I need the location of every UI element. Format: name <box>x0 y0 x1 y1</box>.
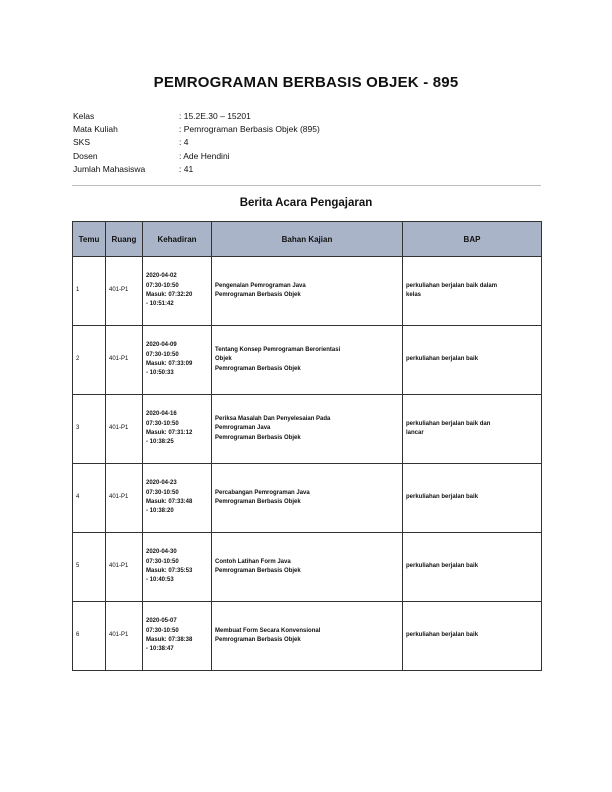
attendance-date: 2020-04-23 <box>146 480 177 487</box>
info-value: : 41 <box>179 163 194 174</box>
table-row <box>73 602 542 671</box>
info-value: : 4 <box>179 137 189 148</box>
header-kehadiran: Kehadiran <box>143 222 212 257</box>
info-label: Mata Kuliah <box>73 124 118 135</box>
attendance-date: 2020-05-07 <box>146 618 177 625</box>
cell-bap <box>403 464 542 533</box>
course-info <box>73 110 320 176</box>
info-label: Jumlah Mahasiswa <box>73 163 146 174</box>
topic-line: Membuat Form Secara Konvensional <box>215 627 321 634</box>
cell-kehadiran <box>143 533 212 602</box>
bap-line: lancar <box>406 430 424 436</box>
cell-bap <box>403 257 542 326</box>
attendance-time: 07:30-10:50 <box>146 420 179 427</box>
section-divider <box>72 185 541 186</box>
topic-line: Tentang Konsep Pemrograman Berorientasi <box>215 346 341 353</box>
info-value: : 15.2E.30 – 15201 <box>179 111 251 121</box>
info-row-dosen <box>73 150 320 163</box>
topic-line: Pemrograman Berbasis Objek <box>215 499 301 505</box>
cell-bap <box>403 326 542 395</box>
topic-line: Pemrograman Berbasis Objek <box>215 434 301 441</box>
info-row-sks <box>73 136 320 149</box>
info-label: Kelas <box>73 111 95 121</box>
bap-table <box>72 221 542 671</box>
cell-temu: 1 <box>73 257 106 326</box>
table-row <box>73 395 542 464</box>
topic-line: Objek <box>215 356 232 363</box>
topic-line: Pemrograman Berbasis Objek <box>215 637 301 643</box>
topic-line: Contoh Latihan Form Java <box>215 558 291 565</box>
topic-line: Pemrograman Java <box>215 425 271 432</box>
cell-bap <box>403 602 542 671</box>
attendance-out: - 10:38:25 <box>146 439 174 446</box>
cell-kehadiran <box>143 257 212 326</box>
cell-temu: 4 <box>73 464 106 533</box>
attendance-time: 07:30-10:50 <box>146 627 179 634</box>
cell-bahan-kajian <box>212 257 403 326</box>
cell-kehadiran <box>143 326 212 395</box>
bap-line: perkuliahan berjalan baik dalam <box>406 282 498 289</box>
topic-line: Pengenalan Pemrograman Java <box>215 282 306 289</box>
attendance-out: - 10:50:33 <box>146 370 174 377</box>
attendance-out: - 10:51:42 <box>146 301 174 308</box>
table-row <box>73 464 542 533</box>
info-value: : Ade Hendini <box>179 150 230 161</box>
cell-kehadiran <box>143 395 212 464</box>
bap-line: perkuliahan berjalan baik <box>406 494 479 501</box>
table-row <box>73 257 542 326</box>
table-header-row <box>73 222 542 257</box>
info-value: : Pemrograman Berbasis Objek (895) <box>179 124 320 135</box>
topic-line: Pemrograman Berbasis Objek <box>215 568 301 574</box>
header-ruang: Ruang <box>106 222 143 257</box>
attendance-in: Masuk: 07:35:53 <box>146 568 193 574</box>
attendance-in: Masuk: 07:33:48 <box>146 499 193 505</box>
table-row <box>73 326 542 395</box>
cell-ruang: 401-P1 <box>106 602 143 671</box>
attendance-in: Masuk: 07:33:09 <box>146 361 193 367</box>
cell-temu: 2 <box>73 326 106 395</box>
info-row-kelas <box>73 110 320 123</box>
cell-bap <box>403 395 542 464</box>
cell-bahan-kajian <box>212 602 403 671</box>
table-row <box>73 533 542 602</box>
topic-line: Periksa Masalah Dan Penyelesaian Pada <box>215 415 331 422</box>
attendance-time: 07:30-10:50 <box>146 282 179 289</box>
bap-line: perkuliahan berjalan baik dan <box>406 420 491 427</box>
info-label: Dosen <box>73 150 98 161</box>
attendance-in: Masuk: 07:32:20 <box>146 292 193 298</box>
cell-bahan-kajian <box>212 395 403 464</box>
attendance-time: 07:30-10:50 <box>146 489 179 496</box>
cell-temu: 5 <box>73 533 106 602</box>
cell-bahan-kajian <box>212 464 403 533</box>
attendance-out: - 10:38:20 <box>146 508 174 515</box>
info-row-mata-kuliah <box>73 123 320 136</box>
attendance-in: Masuk: 07:31:12 <box>146 430 193 436</box>
cell-bap <box>403 533 542 602</box>
header-bahan-kajian: Bahan Kajian <box>212 222 403 257</box>
document-title: PEMROGRAMAN BERBASIS OBJEK - 895 <box>153 74 459 91</box>
header-bap: BAP <box>403 222 542 257</box>
attendance-out: - 10:38:47 <box>146 646 174 653</box>
bap-line: perkuliahan berjalan baik <box>406 356 479 363</box>
attendance-time: 07:30-10:50 <box>146 351 179 358</box>
info-row-jumlah-mahasiswa <box>73 163 320 176</box>
section-title: Berita Acara Pengajaran <box>239 197 373 209</box>
attendance-time: 07:30-10:50 <box>146 558 179 565</box>
cell-ruang: 401-P1 <box>106 257 143 326</box>
topic-line: Pemrograman Berbasis Objek <box>215 292 301 298</box>
attendance-date: 2020-04-16 <box>146 411 177 418</box>
cell-bahan-kajian <box>212 533 403 602</box>
bap-line: kelas <box>406 292 422 298</box>
cell-kehadiran <box>143 464 212 533</box>
info-label: SKS <box>73 137 91 148</box>
cell-ruang: 401-P1 <box>106 464 143 533</box>
topic-line: Pemrograman Berbasis Objek <box>215 365 301 372</box>
bap-line: perkuliahan berjalan baik <box>406 632 479 639</box>
attendance-date: 2020-04-02 <box>146 273 177 280</box>
attendance-in: Masuk: 07:38:38 <box>146 637 193 643</box>
attendance-out: - 10:40:53 <box>146 577 174 584</box>
cell-ruang: 401-P1 <box>106 326 143 395</box>
cell-kehadiran <box>143 602 212 671</box>
topic-line: Percabangan Pemrograman Java <box>215 489 310 496</box>
cell-ruang: 401-P1 <box>106 533 143 602</box>
attendance-date: 2020-04-30 <box>146 549 177 556</box>
cell-temu: 6 <box>73 602 106 671</box>
bap-line: perkuliahan berjalan baik <box>406 563 479 570</box>
attendance-date: 2020-04-09 <box>146 342 177 349</box>
header-temu: Temu <box>73 222 106 257</box>
cell-temu: 3 <box>73 395 106 464</box>
cell-bahan-kajian <box>212 326 403 395</box>
cell-ruang: 401-P1 <box>106 395 143 464</box>
